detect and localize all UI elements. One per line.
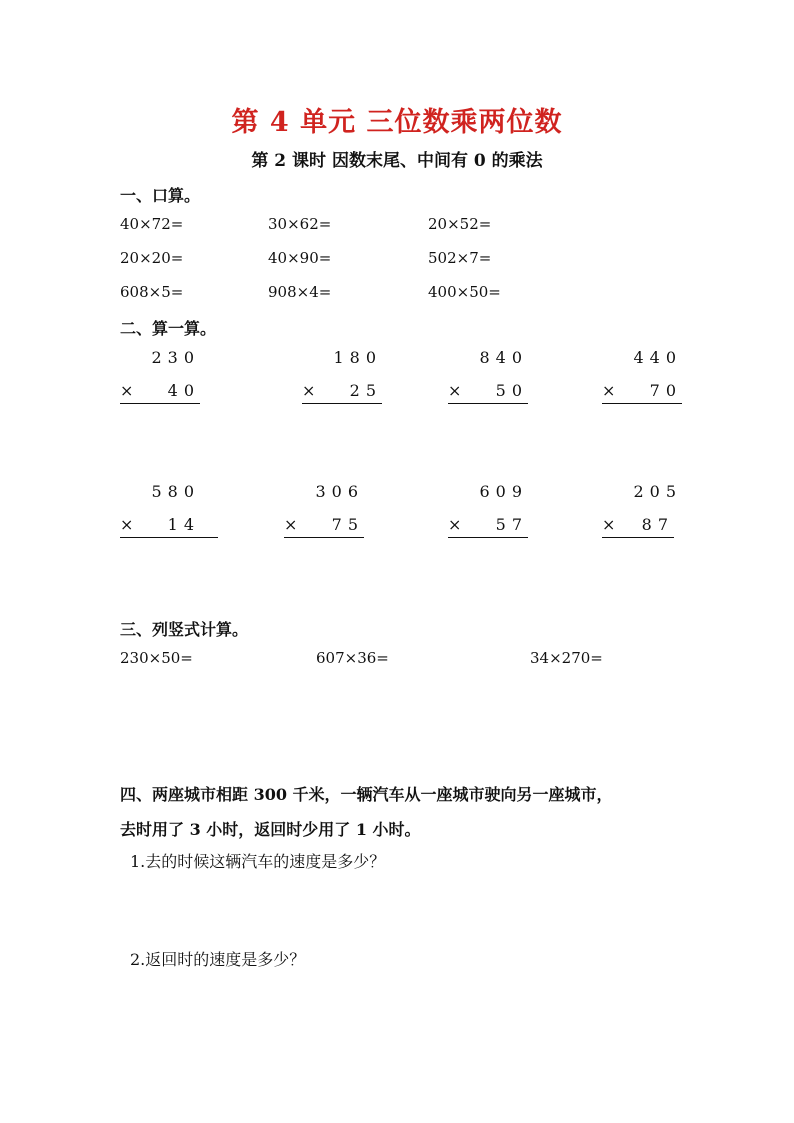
oral-item: 908×4= [268,283,332,301]
multiplier: 50 [495,381,528,400]
oral-item: 40×72= [120,215,184,233]
multiplicand: 230 [151,348,200,367]
word-question-2: 2.返回时的速度是多少？ [130,950,306,969]
multiplicand: 840 [479,348,528,367]
multiplier: 75 [331,515,364,534]
multiplicand: 440 [633,348,682,367]
oral-item: 20×20= [120,249,184,267]
times-sign: × [448,515,462,534]
multiplier: 87 [641,515,674,534]
times-sign: × [602,515,616,534]
multiplier-line [602,381,682,404]
multiplier-line [284,515,364,538]
multiplier-line [448,515,528,538]
multiplier-line [448,381,528,404]
oral-item: 40×90= [268,249,332,267]
oral-item: 502×7= [428,249,492,267]
lesson-subtitle: 第 2 课时 因数末尾、中间有 0 的乘法 [251,151,543,171]
multiplier: 25 [349,381,382,400]
multiplicand: 180 [333,348,382,367]
oral-item: 20×52= [428,215,492,233]
word-problem-line-2: 去时用了 3 小时，返回时少用了 1 小时。 [120,820,421,839]
multiplier: 57 [495,515,528,534]
vertical-item: 34×270= [530,649,603,667]
oral-item: 608×5= [120,283,184,301]
word-problem-line-1: 四、两座城市相距 300 千米，一辆汽车从一座城市驶向另一座城市， [120,785,613,804]
vertical-item: 230×50= [120,649,193,667]
times-sign: × [284,515,298,534]
multiplicand: 580 [151,482,200,501]
multiplier-line [302,381,382,404]
multiplier-line [120,515,218,538]
times-sign: × [448,381,462,400]
multiplier-line [120,381,200,404]
oral-item: 30×62= [268,215,332,233]
word-question-1: 1.去的时候这辆汽车的速度是多少？ [130,852,386,871]
times-sign: × [302,381,316,400]
multiplier: 70 [649,381,682,400]
section-vertical-heading: 三、列竖式计算。 [120,620,249,639]
multiplier: 14 [167,515,200,534]
multiplier-line [602,515,674,538]
vertical-item: 607×36= [316,649,389,667]
times-sign: × [120,515,134,534]
page-title: 第 4 单元 三位数乘两位数 [231,107,563,138]
times-sign: × [602,381,616,400]
times-sign: × [120,381,134,400]
multiplicand: 306 [315,482,364,501]
multiplicand: 609 [479,482,528,501]
section-oral-heading: 一、口算。 [120,186,201,205]
multiplicand: 205 [633,482,682,501]
section-calc-heading: 二、算一算。 [120,319,217,338]
multiplier: 40 [167,381,200,400]
oral-item: 400×50= [428,283,501,301]
